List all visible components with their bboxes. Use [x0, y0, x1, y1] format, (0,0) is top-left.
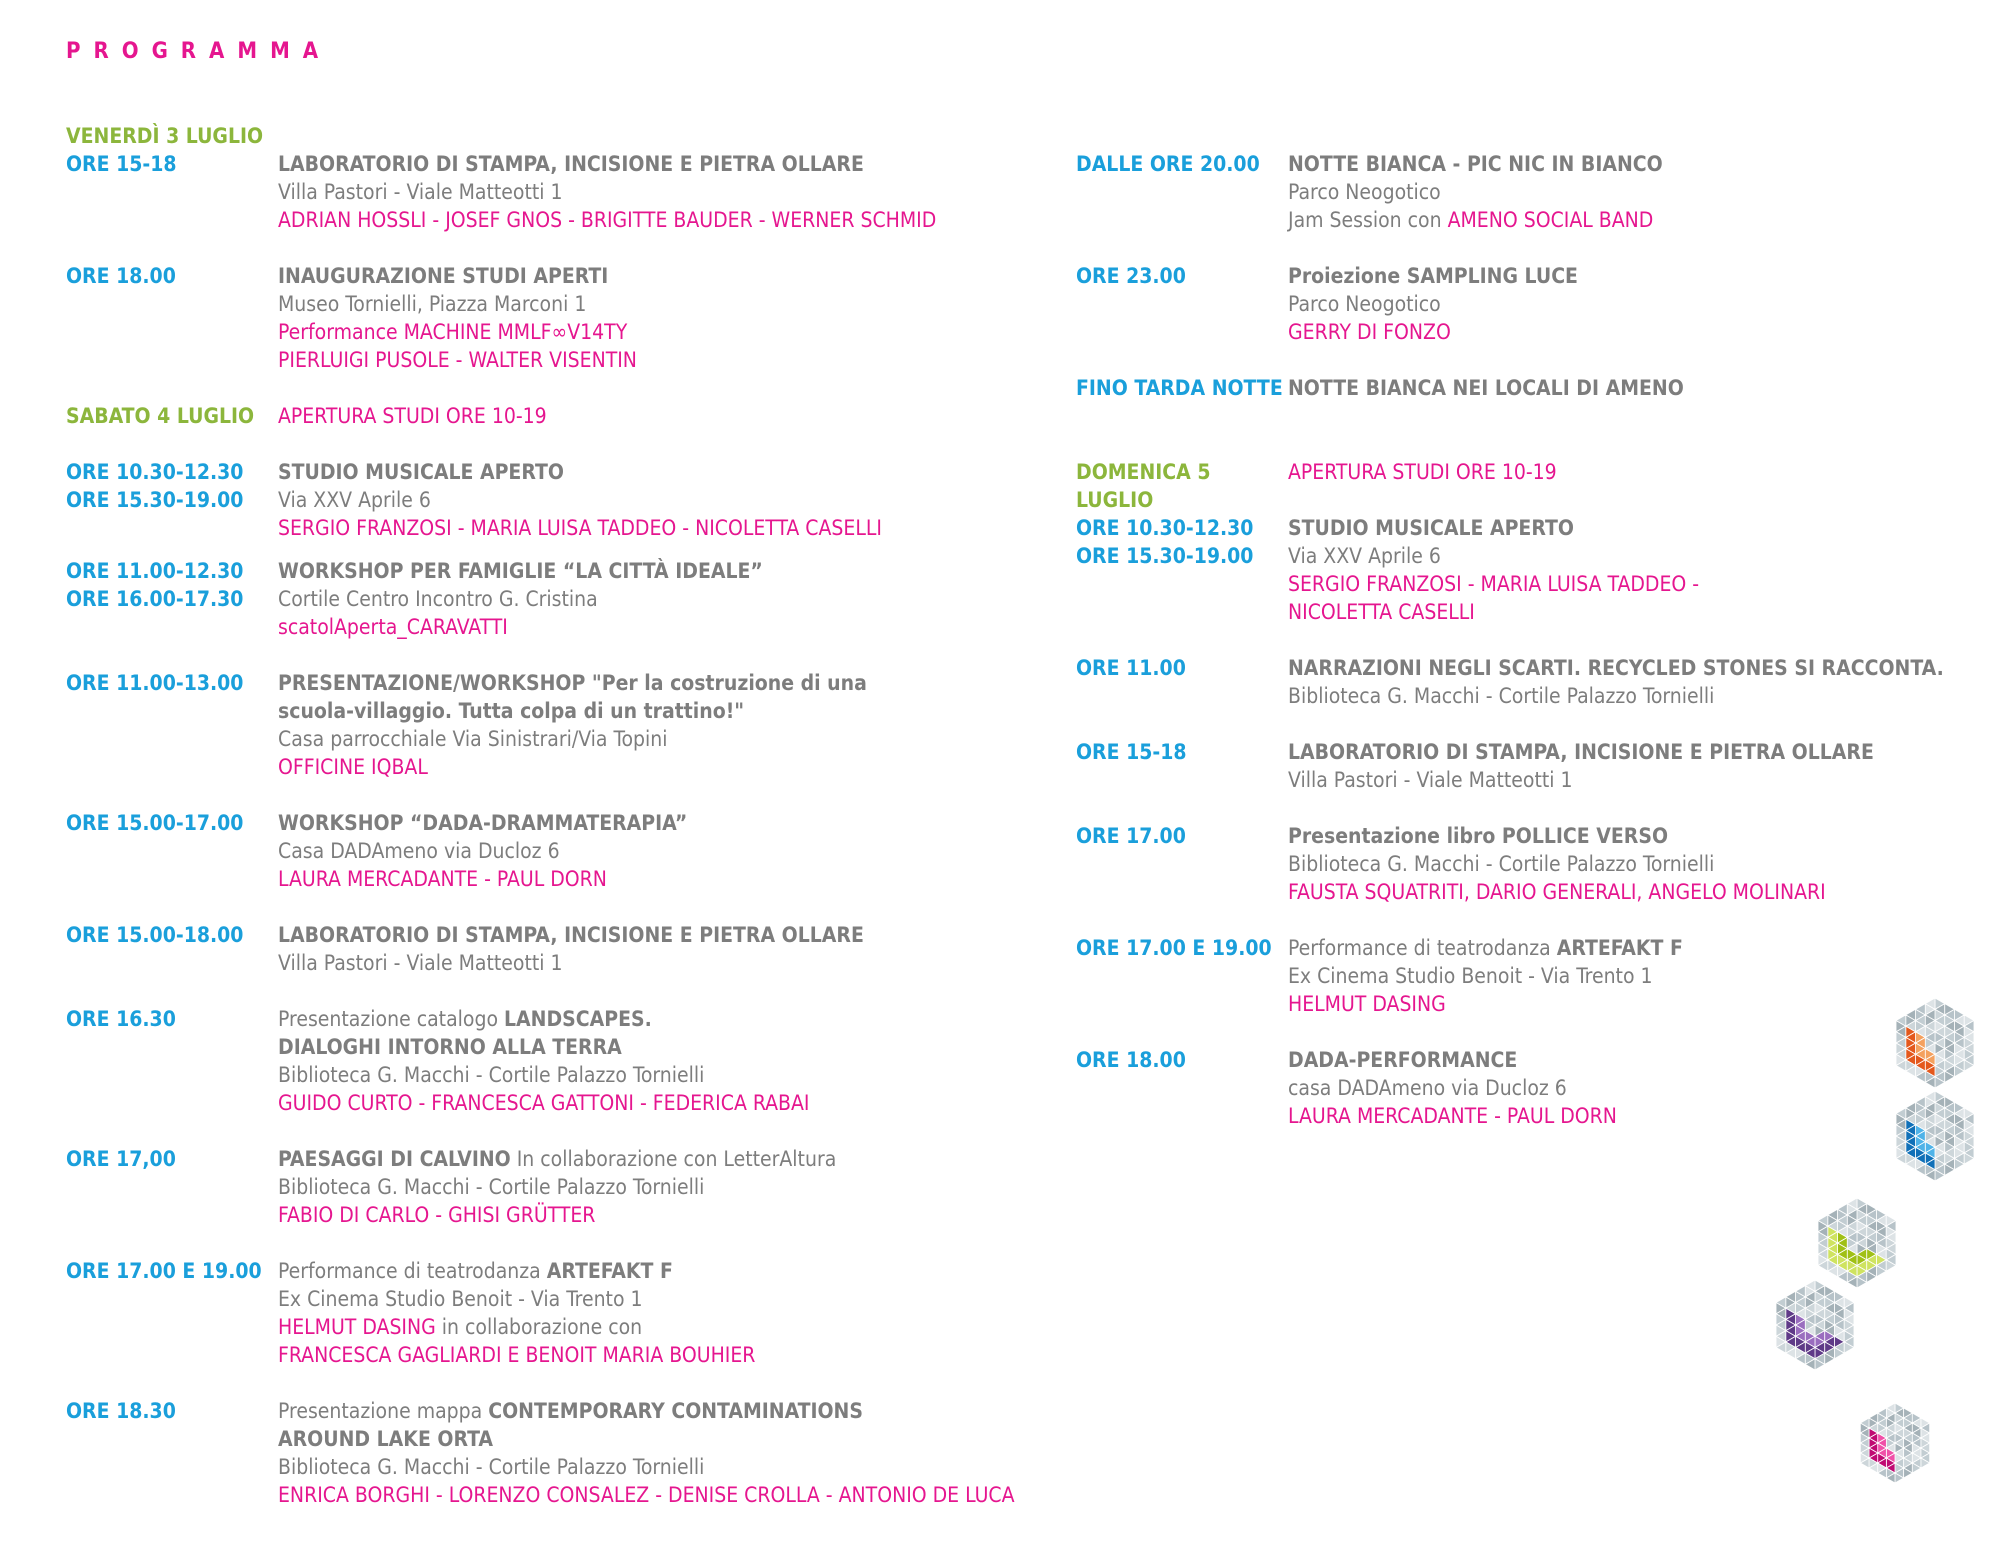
event-title: PAESAGGI DI CALVINO In collaborazione con LetterAltura: [278, 1147, 837, 1171]
event-performance: Performance MACHINE MMLF∞V14TY: [278, 320, 628, 344]
event-title: Performance di teatrodanza ARTEFAKT F: [1288, 936, 1683, 960]
event-time: ORE 15-18: [1076, 740, 1187, 764]
event-location: Parco Neogotico: [1288, 180, 1441, 204]
event-artists: Jam Session con AMENO SOCIAL BAND: [1288, 208, 1654, 232]
event-item: [1076, 150, 1976, 234]
event-location: Ex Cinema Studio Benoit - Via Trento 1: [278, 1287, 643, 1311]
event-details: [1288, 514, 1976, 626]
event-item: [1076, 262, 1976, 346]
event-location: Villa Pastori - Viale Matteotti 1: [1288, 768, 1573, 792]
event-location: Via XXV Aprile 6: [278, 488, 431, 512]
event-time: ORE 11.00-12.30 ORE 16.00-17.30: [66, 559, 244, 611]
event-item: [1076, 374, 1976, 402]
event-artists: HELMUT DASING in collaborazione con: [278, 1315, 643, 1339]
event-location: Villa Pastori - Viale Matteotti 1: [278, 951, 563, 975]
event-artists: GUIDO CURTO - FRANCESCA GATTONI - FEDERICA RABAI: [278, 1091, 810, 1115]
event-artists: LAURA MERCADANTE - PAUL DORN: [278, 867, 607, 891]
event-title: NOTTE BIANCA - PIC NIC IN BIANCO: [1288, 152, 1663, 176]
event-item: [66, 458, 966, 542]
event-item: [66, 150, 966, 234]
event-title: WORKSHOP PER FAMIGLIE “LA CITTÀ IDEALE”: [278, 559, 763, 583]
hexagon-cube-icon: [1776, 1280, 1854, 1370]
event-location: Ex Cinema Studio Benoit - Via Trento 1: [1288, 964, 1653, 988]
day-heading: SABATO 4 LUGLIO: [66, 404, 255, 428]
event-details: [1288, 822, 1976, 906]
event-details: [1288, 374, 1976, 402]
event-title: LABORATORIO DI STAMPA, INCISIONE E PIETRA OLLARE: [1288, 740, 1874, 764]
event-title: Presentazione libro POLLICE VERSO: [1288, 824, 1669, 848]
event-time: ORE 17.00: [1076, 824, 1186, 848]
event-time: ORE 10.30-12.30 ORE 15.30-19.00: [66, 460, 244, 512]
event-time: ORE 11.00: [1076, 656, 1186, 680]
event-location: Villa Pastori - Viale Matteotti 1: [278, 180, 563, 204]
event-item: [1076, 822, 1976, 906]
event-item: [66, 262, 966, 374]
hexagon-cube-icon: [1818, 1198, 1896, 1288]
event-details: [1288, 150, 1976, 234]
event-location: Casa parrocchiale Via Sinistrari/Via Topini: [278, 727, 668, 751]
program-column-right: [1076, 150, 1976, 1130]
event-artists: ADRIAN HOSSLI - JOSEF GNOS - BRIGITTE BAUDER - WERNER SCHMID: [278, 208, 937, 232]
event-title-cont: scuola-villaggio. Tutta colpa di un trattino!": [278, 699, 745, 723]
event-time: ORE 18.00: [66, 264, 176, 288]
event-details: [278, 1005, 966, 1117]
event-time: ORE 11.00-13.00: [66, 671, 244, 695]
event-item: [66, 1257, 966, 1369]
day-row: [66, 402, 966, 430]
event-artists: OFFICINE IQBAL: [278, 755, 428, 779]
event-location: Biblioteca G. Macchi - Cortile Palazzo Tornielli: [278, 1063, 705, 1087]
event-item: [1076, 934, 1976, 1018]
event-time: ORE 15.00-18.00: [66, 923, 244, 947]
event-title: WORKSHOP “DADA-DRAMMATERAPIA”: [278, 811, 688, 835]
event-details: [1288, 934, 1976, 1018]
day-row: [1076, 458, 1976, 512]
event-item: [1076, 738, 1976, 794]
event-title-cont: DIALOGHI INTORNO ALLA TERRA: [278, 1035, 622, 1059]
event-time: ORE 15.00-17.00: [66, 811, 244, 835]
event-location: Casa DADAmeno via Ducloz 6: [278, 839, 560, 863]
event-details: [278, 669, 966, 781]
event-location: Biblioteca G. Macchi - Cortile Palazzo Tornielli: [1288, 852, 1715, 876]
event-time: DALLE ORE 20.00: [1076, 152, 1260, 176]
event-details: [278, 150, 966, 234]
day-note: [1288, 458, 1976, 486]
event-location: Biblioteca G. Macchi - Cortile Palazzo Tornielli: [278, 1175, 705, 1199]
event-item: [1076, 514, 1976, 626]
event-item: [66, 1145, 966, 1229]
event-location: Via XXV Aprile 6: [1288, 544, 1441, 568]
event-title: NARRAZIONI NEGLI SCARTI. RECYCLED STONES SI RACCONTA.: [1288, 656, 1944, 680]
event-time: ORE 15-18: [66, 152, 177, 176]
event-details: [278, 1257, 966, 1369]
studio-hours: APERTURA STUDI ORE 10-19: [278, 404, 547, 428]
event-time: ORE 10.30-12.30 ORE 15.30-19.00: [1076, 516, 1254, 568]
event-artists-cont: NICOLETTA CASELLI: [1288, 600, 1475, 624]
event-artists: FABIO DI CARLO - GHISI GRÜTTER: [278, 1203, 596, 1227]
event-time: ORE 17.00 E 19.00: [66, 1259, 262, 1283]
hexagon-cube-icon: [1860, 1403, 1929, 1483]
event-details: [278, 458, 966, 542]
event-location: Parco Neogotico: [1288, 292, 1441, 316]
event-artists: SERGIO FRANZOSI - MARIA LUISA TADDEO - NICOLETTA CASELLI: [278, 516, 882, 540]
event-title-cont: AROUND LAKE ORTA: [278, 1427, 493, 1451]
event-artists-cont: FRANCESCA GAGLIARDI E BENOIT MARIA BOUHIER: [278, 1343, 756, 1367]
event-time: ORE 18.00: [1076, 1048, 1186, 1072]
program-column-left: [66, 122, 1015, 1509]
event-title: STUDIO MUSICALE APERTO: [1288, 516, 1574, 540]
event-artists: SERGIO FRANZOSI - MARIA LUISA TADDEO -: [1288, 572, 1700, 596]
event-time: ORE 23.00: [1076, 264, 1186, 288]
event-time: ORE 18.30: [66, 1399, 176, 1423]
event-details: [278, 809, 966, 893]
event-item: [66, 1397, 1015, 1509]
event-details: [278, 262, 966, 374]
event-details: [278, 1397, 1015, 1509]
event-title: Presentazione mappa CONTEMPORARY CONTAMINATIONS: [278, 1399, 863, 1423]
event-details: [1288, 654, 1976, 710]
event-location: casa DADAmeno via Ducloz 6: [1288, 1076, 1567, 1100]
day-note: [278, 402, 966, 430]
event-details: [278, 921, 966, 977]
event-title: Presentazione catalogo LANDSCAPES.: [278, 1007, 652, 1031]
event-details: [278, 1145, 966, 1229]
event-location: Biblioteca G. Macchi - Cortile Palazzo Tornielli: [278, 1455, 705, 1479]
event-title: DADA-PERFORMANCE: [1288, 1048, 1518, 1072]
event-artists: HELMUT DASING: [1288, 992, 1446, 1016]
event-artists: LAURA MERCADANTE - PAUL DORN: [1288, 1104, 1617, 1128]
event-time: FINO TARDA NOTTE: [1076, 376, 1283, 400]
event-title: LABORATORIO DI STAMPA, INCISIONE E PIETRA OLLARE: [278, 923, 864, 947]
event-location: Biblioteca G. Macchi - Cortile Palazzo Tornielli: [1288, 684, 1715, 708]
event-item: [1076, 654, 1976, 710]
day-heading: VENERDÌ 3 LUGLIO: [66, 124, 264, 148]
event-title: STUDIO MUSICALE APERTO: [278, 460, 564, 484]
event-artists: ENRICA BORGHI - LORENZO CONSALEZ - DENISE CROLLA - ANTONIO DE LUCA: [278, 1483, 1015, 1507]
event-title: LABORATORIO DI STAMPA, INCISIONE E PIETRA OLLARE: [278, 152, 864, 176]
event-item: [66, 809, 966, 893]
event-artists: FAUSTA SQUATRITI, DARIO GENERALI, ANGELO MOLINARI: [1288, 880, 1826, 904]
event-time: ORE 16.30: [66, 1007, 176, 1031]
event-time: ORE 17.00 E 19.00: [1076, 936, 1272, 960]
event-time: ORE 17,00: [66, 1147, 176, 1171]
event-title: NOTTE BIANCA NEI LOCALI DI AMENO: [1288, 376, 1684, 400]
event-location: Cortile Centro Incontro G. Cristina: [278, 587, 598, 611]
event-item: [66, 921, 966, 977]
event-item: [66, 1005, 966, 1117]
event-details: [278, 557, 966, 641]
event-title: INAUGURAZIONE STUDI APERTI: [278, 264, 609, 288]
page-title: PROGRAMMA: [66, 39, 332, 64]
event-item: [66, 557, 966, 641]
event-details: [1288, 262, 1976, 346]
event-details: [1288, 738, 1976, 794]
event-location: Museo Tornielli, Piazza Marconi 1: [278, 292, 587, 316]
event-artists: scatolAperta_CARAVATTI: [278, 615, 508, 639]
event-title: Proiezione SAMPLING LUCE: [1288, 264, 1578, 288]
studio-hours: APERTURA STUDI ORE 10-19: [1288, 460, 1557, 484]
event-artists: GERRY DI FONZO: [1288, 320, 1451, 344]
event-item: [66, 669, 966, 781]
event-title: PRESENTAZIONE/WORKSHOP "Per la costruzione di una: [278, 671, 867, 695]
event-artists: PIERLUIGI PUSOLE - WALTER VISENTIN: [278, 348, 637, 372]
event-item: [1076, 1046, 1976, 1130]
event-details: [1288, 1046, 1976, 1130]
event-title: Performance di teatrodanza ARTEFAKT F: [278, 1259, 673, 1283]
day-heading: DOMENICA 5 LUGLIO: [1076, 460, 1211, 512]
